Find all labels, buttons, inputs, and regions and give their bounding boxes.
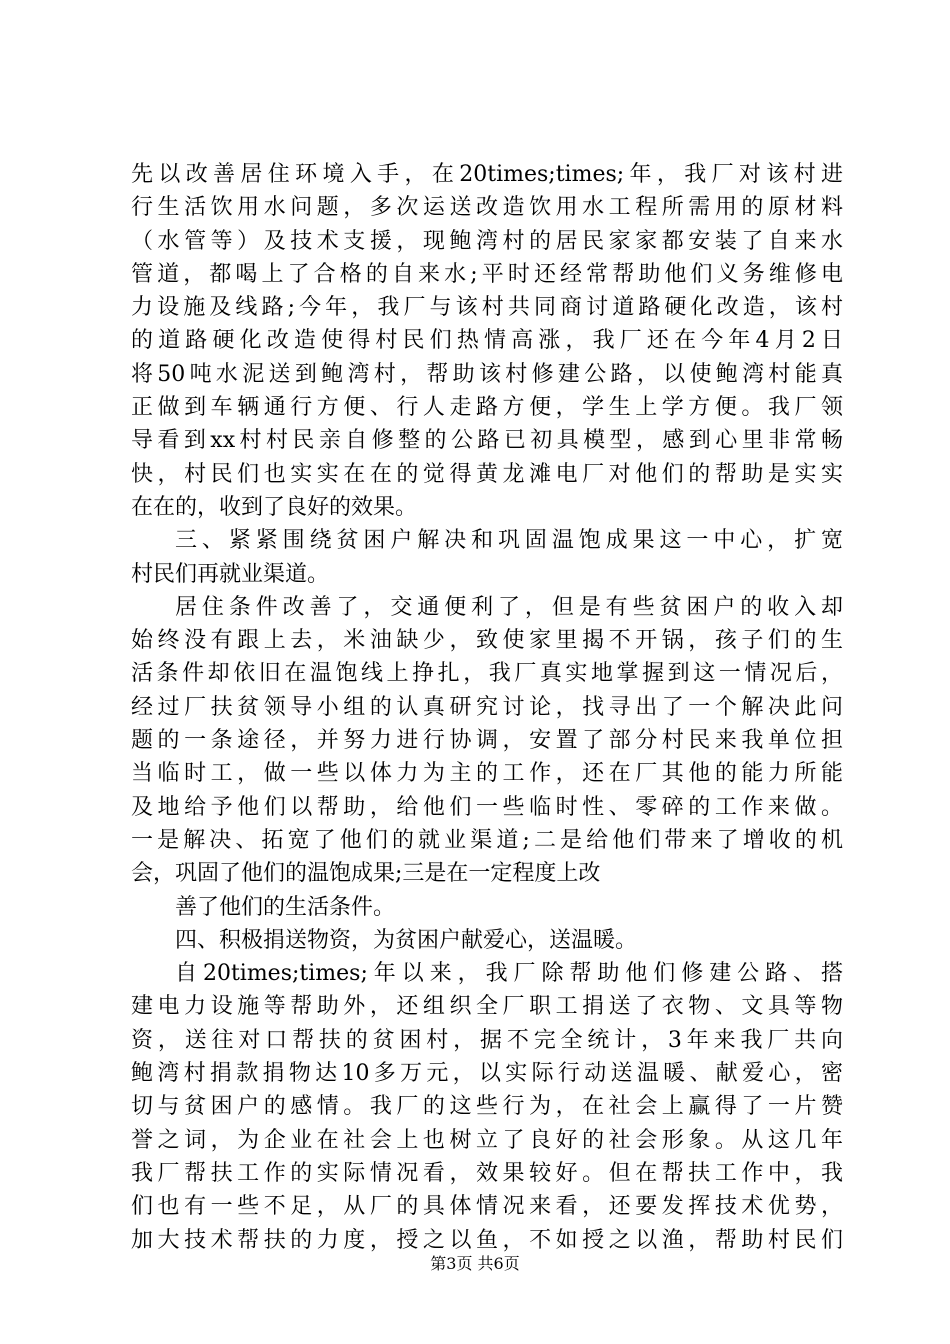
text-line: 居住条件改善了，交通便利了，但是有些贫困户的收入却 [175,594,843,620]
text-line: （水管等）及技术支援，现鲍湾村的居民家家都安装了自来水 [131,228,843,254]
text-line: 建电力设施等帮助外，还组织全厂职工捐送了衣物、文具等物 [131,994,843,1020]
text-line: 活条件却依旧在温饱线上挣扎，我厂真实地掌握到这一情况后， [131,661,843,687]
text-line: 力设施及线路;今年，我厂与该村共同商讨道路硬化改造，该村 [131,295,843,321]
text-line: 导看到xx村村民亲自修整的公路已初具模型，感到心里非常畅 [131,428,843,454]
text-line: 快，村民们也实实在在的觉得黄龙滩电厂对他们的帮助是实实 [131,461,843,487]
page-number: 第3页 共6页 [430,1254,520,1273]
text-line: 们也有一些不足，从厂的具体情况来看，还要发挥技术优势， [131,1194,843,1220]
text-line: 鲍湾村捐款捐物达10多万元，以实际行动送温暖、献爱心，密 [131,1061,843,1087]
text-line: 四、积极捐送物资，为贫困户献爱心，送温暖。 [175,927,638,953]
text-line: 加大技术帮扶的力度，授之以鱼，不如授之以渔，帮助村民们 [131,1227,843,1253]
text-line: 及地给予他们以帮助，给他们一些临时性、零碎的工作来做。 [131,794,843,820]
text-line: 在在的，收到了良好的效果。 [131,494,418,520]
text-line: 的道路硬化改造使得村民们热情高涨，我厂还在今年4月2日 [131,328,843,354]
text-line: 先以改善居住环境入手，在20times;times;年，我厂对该村进 [131,162,843,187]
text-line: 正做到车辆通行方便、行人走路方便，学生上学方便。我厂领 [131,395,843,421]
text-line: 善了他们的生活条件。 [175,894,396,920]
text-line: 经过厂扶贫领导小组的认真研究讨论，找寻出了一个解决此问 [131,694,843,720]
text-line: 题的一条途径，并努力进行协调，安置了部分村民来我单位担 [131,728,843,754]
text-line: 三、紧紧围绕贫困户解决和巩固温饱成果这一中心，扩宽 [175,528,843,554]
text-line: 会，巩固了他们的温饱成果;三是在一定程度上改 [131,861,601,887]
text-line: 当临时工，做一些以体力为主的工作，还在厂其他的能力所能 [131,761,843,787]
document-body [131,158,843,1257]
text-line: 管道，都喝上了合格的自来水;平时还经常帮助他们义务维修电 [131,261,843,287]
text-line: 始终没有跟上去，米油缺少，致使家里揭不开锅，孩子们的生 [131,628,843,654]
text-line: 我厂帮扶工作的实际情况看，效果较好。但在帮扶工作中，我 [131,1160,843,1186]
text-line: 切与贫困户的感情。我厂的这些行为，在社会上赢得了一片赞 [131,1094,843,1120]
text-line: 村民们再就业渠道。 [131,561,330,587]
text-line: 誉之词，为企业在社会上也树立了良好的社会形象。从这几年 [131,1127,843,1153]
text-line: 将50吨水泥送到鲍湾村，帮助该村修建公路，以使鲍湾村能真 [131,361,843,387]
text-line: 自20times;times;年以来，我厂除帮助他们修建公路、搭 [175,961,843,987]
text-line: 资，送往对口帮扶的贫困村，据不完全统计，3年来我厂共向 [131,1027,843,1053]
text-line: 一是解决、拓宽了他们的就业渠道;二是给他们带来了增收的机 [131,827,843,853]
text-line: 行生活饮用水问题，多次运送改造饮用水工程所需用的原材料 [131,195,843,221]
